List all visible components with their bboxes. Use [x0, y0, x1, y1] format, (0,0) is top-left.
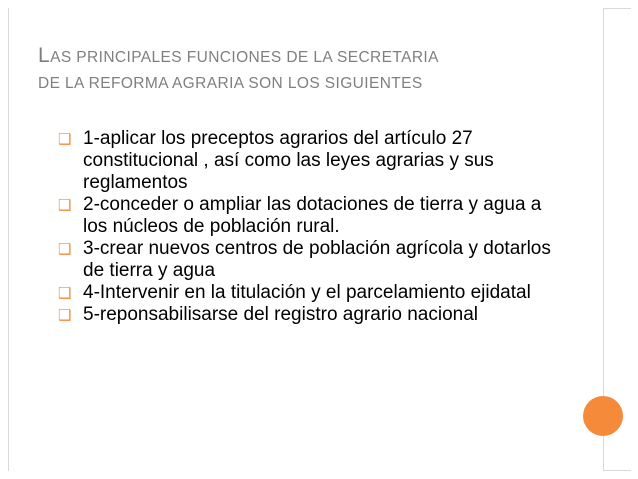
list-item-text: 4-Intervenir en la titulación y el parcelamiento ejidatal [83, 282, 531, 303]
list-item-text: 3-crear nuevos centros de población agrícola y dotarlos de tierra y agua [83, 238, 551, 281]
slide-title [38, 43, 578, 97]
list-item [58, 304, 558, 326]
bullet-icon: ❑ [58, 196, 72, 214]
list-item [58, 194, 558, 238]
slide-title-line-1: LAS PRINCIPALES FUNCIONES DE LA SECRETARIA [38, 44, 439, 67]
right-border-bottom-tick [603, 470, 631, 471]
list-item-text: 1-aplicar los preceptos agrarios del artículo 27 constitucional , así como las leyes agrarias y sus reglamentos [83, 128, 494, 193]
decorative-circle [583, 396, 623, 436]
list-item [58, 128, 558, 194]
list-item [58, 282, 558, 304]
list-item-text: 5-reponsabilisarse del registro agrario nacional [83, 304, 478, 325]
left-border-line [8, 8, 9, 471]
bullet-icon: ❑ [58, 130, 72, 148]
slide-title-line-2: DE LA REFORMA AGRARIA SON LOS SIGUIENTES [38, 75, 423, 92]
right-border-top-tick [603, 8, 631, 9]
list-item [58, 238, 558, 282]
bullet-icon: ❑ [58, 284, 72, 302]
bullet-icon: ❑ [58, 306, 72, 324]
bullet-icon: ❑ [58, 240, 72, 258]
bullet-list [58, 128, 558, 326]
list-item-text: 2-conceder o ampliar las dotaciones de tierra y agua a los núcleos de población rural. [83, 194, 542, 237]
